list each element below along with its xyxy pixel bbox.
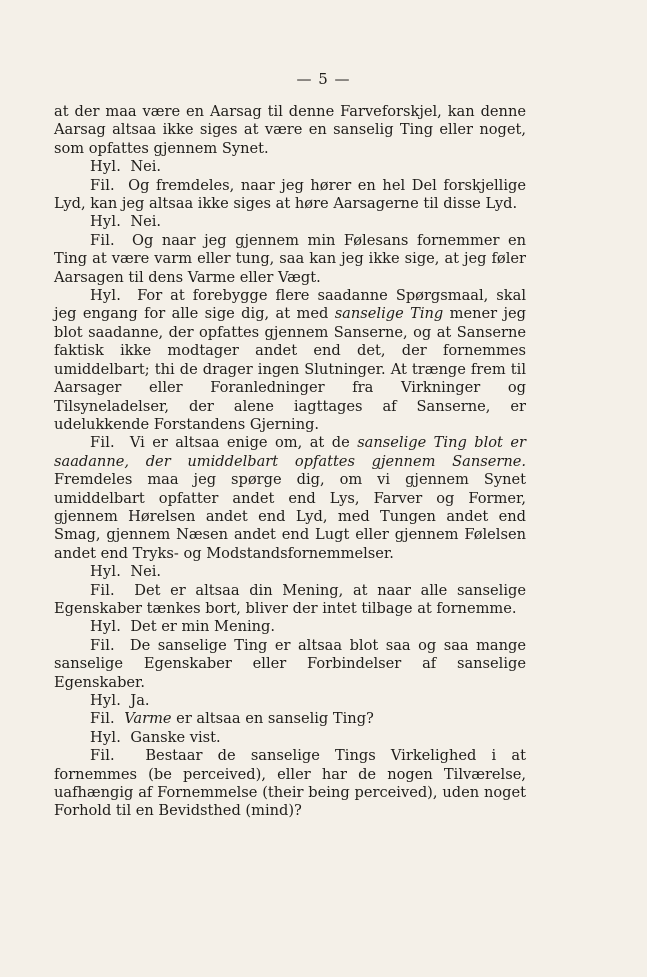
- paragraph-text: Og fremdeles, naar jeg hører en hel Del forskjellige Lyd, kan jeg altsaa ikke siges at høre Aarsagerne til disse Lyd.: [54, 176, 526, 213]
- paragraph: [54, 287, 526, 434]
- emphasis-text: Varme: [124, 710, 172, 728]
- paragraph-text: at der maa være en Aarsag til denne Farveforskjel, kan denne Aarsag altsaa ikke siges at være en sanselig Ting eller noget, som opfattes gjennem Synet.: [54, 103, 526, 157]
- paragraph: [54, 213, 526, 231]
- paragraph: [54, 710, 526, 728]
- speaker-label: Fil.: [90, 581, 115, 599]
- speaker-label: Hyl.: [90, 158, 122, 176]
- speaker-label: Hyl.: [90, 728, 122, 746]
- paragraph-text: For at forebygge flere saadanne Spørgsmaal, skal jeg engang for alle sige dig, at med: [54, 287, 527, 323]
- paragraph-text: mener jeg blot saadanne, der opfattes gjennem Sanserne, og at Sanserne faktisk ikke modtager andet end det, der fornemmes umiddelbart; thi de drager ingen Slutninger. At trænge frem til Aarsager eller Foranledninger fra Virkninger og Tilsyneladelser, der alene iagttages af Sanserne, er udelukkende Forstandens Gjerning.: [54, 305, 526, 433]
- paragraph-text: De sanselige Ting er altsaa blot saa og saa mange sanselige Egenskaber eller Forbindelser af sanselige Egenskaber.: [54, 636, 527, 691]
- paragraph: [54, 232, 526, 287]
- speaker-label: Hyl.: [90, 213, 122, 231]
- paragraph-text: Og naar jeg gjennem min Følesans fornemmer en Ting at være varm eller tung, saa kan jeg ikke sige, at jeg føler Aarsagen til dens Varme eller Vægt.: [54, 231, 527, 286]
- paragraph-text: Ganske vist.: [130, 728, 221, 746]
- paragraph-text: Nei.: [130, 563, 162, 581]
- paragraph: [54, 692, 526, 710]
- paragraph-text: Bestaar de sanselige Tings Virkelighed i at fornemmes (be perceived), eller har de nogen Tilværelse, uafhængig af Fornemmelse (their being perceived), uden noget Forhold til en Bevidsthed (mind)?: [54, 747, 526, 820]
- speaker-label: Fil.: [90, 434, 115, 452]
- paragraph-text: Ja.: [130, 692, 150, 709]
- speaker-label: Fil.: [90, 747, 115, 765]
- paragraph-text: Vi er altsaa enige om, at de: [129, 434, 358, 452]
- body-text: [54, 103, 526, 821]
- paragraph: [54, 618, 526, 636]
- speaker-label: Fil.: [90, 231, 115, 249]
- paragraph: [54, 434, 526, 563]
- speaker-label: Fil.: [90, 176, 115, 194]
- paragraph: [54, 637, 526, 692]
- paragraph-text: er altsaa en sanselig Ting?: [171, 710, 374, 728]
- speaker-label: Fil.: [90, 636, 115, 654]
- paragraph-text: Det er min Mening.: [130, 618, 276, 636]
- paragraph-text: Nei.: [130, 213, 162, 231]
- paragraph-text: Nei.: [130, 158, 162, 176]
- paragraph: [54, 563, 526, 581]
- speaker-label: Hyl.: [90, 692, 122, 709]
- paragraph: [54, 103, 526, 158]
- paragraph-text: Fremdeles maa jeg spørge dig, om vi gjennem Synet umiddelbart opfatter andet end Lys, Farver og Former, gjennem Hørelsen andet end Lyd, med Tungen andet end Smag, gjennem Næsen andet end Lugt eller gjennem Følelsen andet end Tryks- og Modstandsfornemmelser.: [54, 471, 526, 562]
- paragraph: [54, 158, 526, 176]
- emphasis-text: sanselige Ting: [334, 305, 444, 323]
- paragraph: [54, 747, 526, 821]
- emphasis-text: sanselige Ting blot er saadanne, der umiddelbart opfattes gjennem Sanserne.: [54, 434, 526, 470]
- paragraph: [54, 582, 526, 619]
- paragraph-text: Det er altsaa din Mening, at naar alle sanselige Egenskaber tænkes bort, bliver der intet tilbage at fornemme.: [54, 581, 527, 617]
- speaker-label: Hyl.: [90, 563, 122, 581]
- speaker-label: Hyl.: [90, 618, 122, 636]
- paragraph: [54, 177, 526, 214]
- speaker-label: Fil.: [90, 710, 115, 728]
- page-number: — 5 —: [296, 70, 351, 88]
- paragraph: [54, 729, 526, 747]
- speaker-label: Hyl.: [90, 287, 122, 305]
